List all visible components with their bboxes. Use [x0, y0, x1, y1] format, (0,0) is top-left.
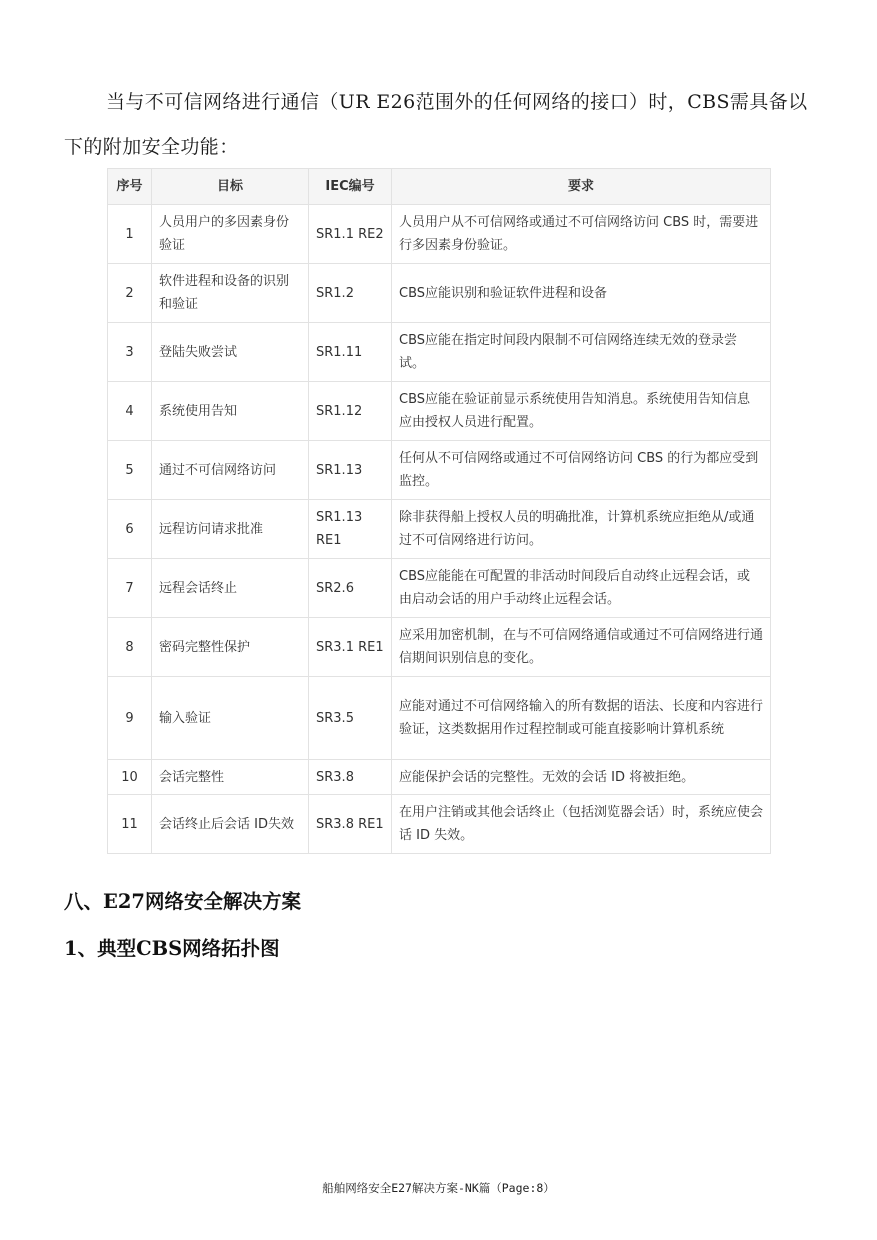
cell-iec: SR3.1 RE1 — [309, 618, 392, 677]
section-heading-e27-solution: 八、E27网络安全解决方案 — [64, 890, 301, 913]
cell-iec: SR3.5 — [309, 677, 392, 760]
cell-no: 5 — [108, 441, 152, 500]
page-footer: 船舶网络安全E27解决方案-NK篇（Page:8） — [322, 1181, 555, 1195]
cell-iec: SR2.6 — [309, 559, 392, 618]
cell-no: 11 — [108, 795, 152, 854]
table-row — [108, 559, 771, 618]
cell-iec: SR3.8 — [309, 760, 392, 795]
cell-target: 密码完整性保护 — [152, 618, 309, 677]
cell-no: 8 — [108, 618, 152, 677]
cell-requirement: 人员用户从不可信网络或通过不可信网络访问 CBS 时，需要进行多因素身份验证。 — [392, 205, 771, 264]
security-requirements-table — [107, 168, 771, 854]
cell-no: 7 — [108, 559, 152, 618]
cell-no: 3 — [108, 323, 152, 382]
table-row — [108, 500, 771, 559]
cell-target: 登陆失败尝试 — [152, 323, 309, 382]
cell-iec: SR1.2 — [309, 264, 392, 323]
cell-target: 会话完整性 — [152, 760, 309, 795]
cell-target: 远程访问请求批准 — [152, 500, 309, 559]
table-row — [108, 618, 771, 677]
cell-iec: SR1.11 — [309, 323, 392, 382]
header-target: 目标 — [152, 169, 309, 205]
cell-iec: SR1.12 — [309, 382, 392, 441]
header-requirement: 要求 — [392, 169, 771, 205]
cell-target: 通过不可信网络访问 — [152, 441, 309, 500]
cell-no: 2 — [108, 264, 152, 323]
cell-target: 系统使用告知 — [152, 382, 309, 441]
table-row — [108, 677, 771, 760]
cell-no: 1 — [108, 205, 152, 264]
cell-requirement: 除非获得船上授权人员的明确批准，计算机系统应拒绝从/或通过不可信网络进行访问。 — [392, 500, 771, 559]
table-row — [108, 205, 771, 264]
cell-iec: SR1.13 — [309, 441, 392, 500]
header-no: 序号 — [108, 169, 152, 205]
table-row — [108, 441, 771, 500]
cell-requirement: 任何从不可信网络或通过不可信网络访问 CBS 的行为都应受到监控。 — [392, 441, 771, 500]
cell-requirement: CBS应能识别和验证软件进程和设备 — [392, 264, 771, 323]
cell-iec: SR1.1 RE2 — [309, 205, 392, 264]
cell-no: 9 — [108, 677, 152, 760]
cell-requirement: CBS应能在指定时间段内限制不可信网络连续无效的登录尝试。 — [392, 323, 771, 382]
cell-requirement: 应能保护会话的完整性。无效的会话 ID 将被拒绝。 — [392, 760, 771, 795]
cell-target: 人员用户的多因素身份验证 — [152, 205, 309, 264]
subsection-heading-cbs-topology: 1、典型CBS网络拓扑图 — [64, 937, 280, 960]
table-row — [108, 323, 771, 382]
table-row — [108, 795, 771, 854]
cell-no: 4 — [108, 382, 152, 441]
header-iec: IEC编号 — [309, 169, 392, 205]
cell-requirement: 应采用加密机制，在与不可信网络通信或通过不可信网络进行通信期间识别信息的变化。 — [392, 618, 771, 677]
table-row — [108, 760, 771, 795]
cell-iec: SR3.8 RE1 — [309, 795, 392, 854]
cell-no: 6 — [108, 500, 152, 559]
cell-no: 10 — [108, 760, 152, 795]
intro-paragraph: 当与不可信网络进行通信（UR E26范围外的任何网络的接口）时，CBS需具备以下的附加安全功能： — [64, 91, 808, 158]
table-row — [108, 382, 771, 441]
cell-target: 会话终止后会话 ID失效 — [152, 795, 309, 854]
table-row — [108, 264, 771, 323]
cell-requirement: CBS应能在验证前显示系统使用告知消息。系统使用告知信息应由授权人员进行配置。 — [392, 382, 771, 441]
cell-iec: SR1.13 RE1 — [309, 500, 392, 559]
cell-requirement: CBS应能能在可配置的非活动时间段后自动终止远程会话，或由启动会话的用户手动终止远程会话。 — [392, 559, 771, 618]
cell-requirement: 应能对通过不可信网络输入的所有数据的语法、长度和内容进行验证，这类数据用作过程控制或可能直接影响计算机系统 — [392, 677, 771, 760]
cell-requirement: 在用户注销或其他会话终止（包括浏览器会话）时，系统应使会话 ID 失效。 — [392, 795, 771, 854]
cell-target: 远程会话终止 — [152, 559, 309, 618]
table-header-row — [108, 169, 771, 205]
cell-target: 输入验证 — [152, 677, 309, 760]
cell-target: 软件进程和设备的识别和验证 — [152, 264, 309, 323]
